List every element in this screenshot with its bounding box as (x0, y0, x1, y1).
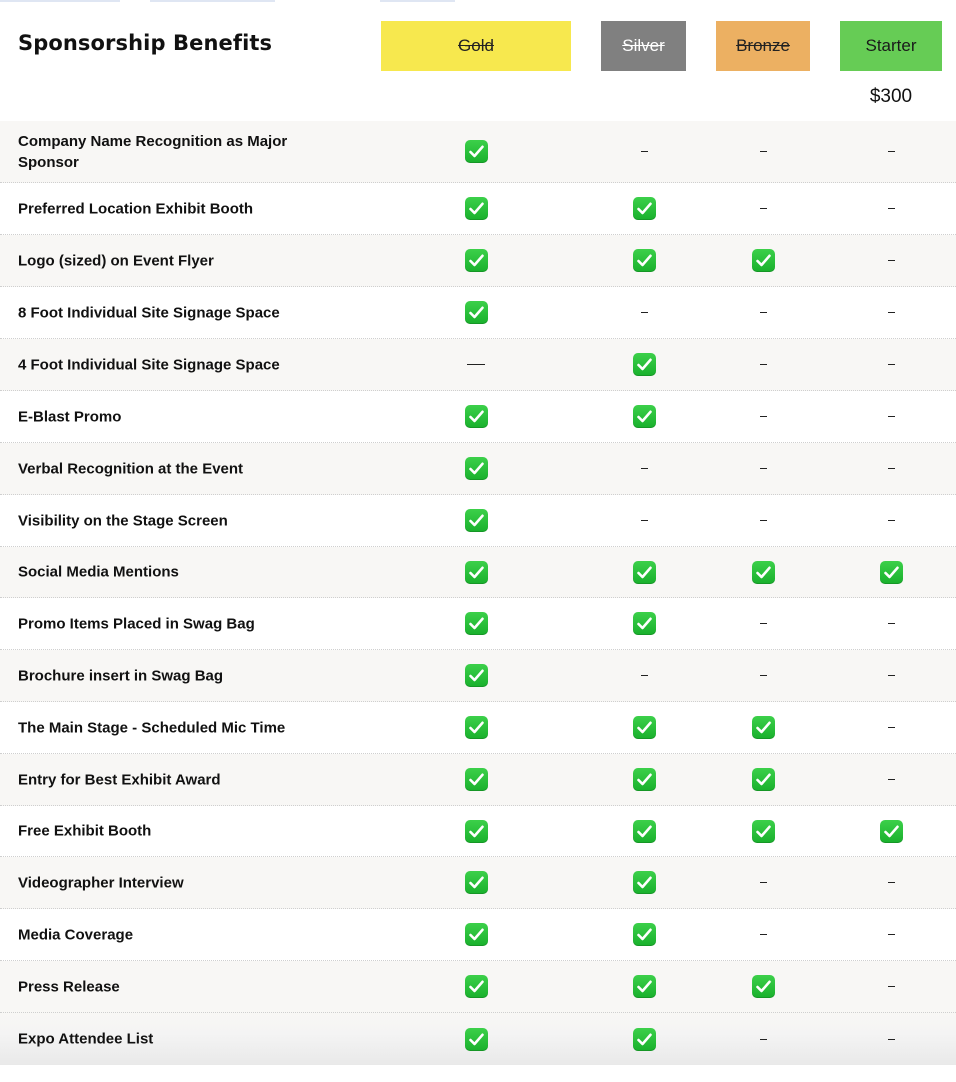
tier-cell (851, 961, 931, 1012)
tier-silver-button[interactable] (601, 21, 686, 71)
tier-cell (436, 857, 516, 908)
check-mark-icon (465, 561, 488, 584)
tier-cell (723, 391, 803, 442)
benefit-label: Company Name Recognition as Major Sponsor (18, 132, 288, 171)
tier-cell (723, 702, 803, 753)
check-mark-icon (465, 664, 488, 687)
check-mark-icon (465, 301, 488, 324)
benefit-label: Logo (sized) on Event Flyer (18, 252, 214, 269)
tier-cell (604, 121, 684, 182)
tier-cell (436, 495, 516, 546)
check-mark-icon (752, 820, 775, 843)
tier-cell (723, 235, 803, 286)
tier-cell (723, 598, 803, 649)
check-mark-icon (633, 353, 656, 376)
tier-cell (436, 598, 516, 649)
table-row (0, 754, 956, 806)
tier-bronze-button[interactable] (716, 21, 810, 71)
check-mark-icon (465, 923, 488, 946)
table-row (0, 183, 956, 235)
tier-cell (436, 806, 516, 856)
benefit-label: Preferred Location Exhibit Booth (18, 200, 254, 217)
tier-cell (436, 183, 516, 234)
check-mark-icon (465, 405, 488, 428)
table-row (0, 598, 956, 650)
dash-icon (641, 151, 648, 152)
dash-icon (888, 934, 895, 935)
table-row (0, 857, 956, 909)
check-mark-icon (752, 768, 775, 791)
check-mark-icon (880, 561, 903, 584)
tier-cell (436, 702, 516, 753)
benefit-label: Media Coverage (18, 926, 134, 943)
dash-icon (888, 260, 895, 261)
tier-cell (723, 121, 803, 182)
tier-cell (604, 650, 684, 701)
tier-cell (723, 495, 803, 546)
table-row (0, 650, 956, 702)
dash-icon (760, 882, 767, 883)
tier-cell (436, 754, 516, 805)
dash-icon (760, 468, 767, 469)
tier-cell (604, 547, 684, 597)
dash-icon (888, 727, 895, 728)
dash-icon (888, 520, 895, 521)
dash-icon (888, 675, 895, 676)
tier-cell (436, 909, 516, 960)
tier-cell (436, 235, 516, 286)
dash-icon (467, 364, 485, 365)
check-mark-icon (465, 768, 488, 791)
tier-cell (604, 961, 684, 1012)
dash-icon (760, 675, 767, 676)
check-mark-icon (465, 140, 488, 163)
table-row (0, 547, 956, 598)
dash-icon (888, 312, 895, 313)
tier-cell (604, 1013, 684, 1065)
check-mark-icon (465, 1028, 488, 1051)
tier-cell (436, 961, 516, 1012)
benefit-label: Brochure insert in Swag Bag (18, 667, 224, 684)
benefit-label: Videographer Interview (18, 874, 184, 891)
check-mark-icon (465, 716, 488, 739)
benefit-label: Social Media Mentions (18, 563, 179, 581)
tier-cell (723, 287, 803, 338)
tier-cell (604, 857, 684, 908)
tier-cell (851, 183, 931, 234)
check-mark-icon (633, 820, 656, 843)
dash-icon (760, 364, 767, 365)
dash-icon (888, 1039, 895, 1040)
tier-cell (851, 287, 931, 338)
dash-icon (888, 151, 895, 152)
tier-cell (436, 287, 516, 338)
tier-bronze-label: Bronze (736, 36, 790, 55)
tier-cell (851, 857, 931, 908)
tier-cell (436, 121, 516, 182)
table-row (0, 339, 956, 391)
check-mark-icon (633, 405, 656, 428)
check-mark-icon (633, 612, 656, 635)
dash-icon (888, 364, 895, 365)
benefit-label: 4 Foot Individual Site Signage Space (18, 356, 280, 373)
starter-price: $300 (869, 86, 913, 107)
check-mark-icon (752, 975, 775, 998)
check-mark-icon (465, 871, 488, 894)
table-row (0, 702, 956, 754)
tier-cell (723, 806, 803, 856)
tier-cell (723, 857, 803, 908)
check-mark-icon (465, 612, 488, 635)
tier-cell (436, 443, 516, 494)
check-mark-icon (752, 561, 775, 584)
tier-cell (604, 598, 684, 649)
check-mark-icon (465, 820, 488, 843)
dash-icon (888, 882, 895, 883)
tier-cell (851, 650, 931, 701)
table-row (0, 961, 956, 1013)
check-mark-icon (465, 197, 488, 220)
dash-icon (760, 416, 767, 417)
dash-icon (888, 779, 895, 780)
dash-icon (888, 208, 895, 209)
check-mark-icon (633, 561, 656, 584)
table-header (0, 0, 956, 121)
tier-cell (436, 650, 516, 701)
dash-icon (888, 468, 895, 469)
tier-cell (604, 495, 684, 546)
tier-cell (604, 806, 684, 856)
check-mark-icon (633, 768, 656, 791)
benefit-label: The Main Stage - Scheduled Mic Time (18, 719, 286, 736)
tier-cell (436, 547, 516, 597)
check-mark-icon (752, 249, 775, 272)
tier-cell (723, 961, 803, 1012)
dash-icon (641, 468, 648, 469)
table-row (0, 121, 956, 183)
dash-icon (760, 1039, 767, 1040)
tier-starter-label: Starter (865, 36, 917, 55)
benefit-label: Expo Attendee List (18, 1030, 154, 1048)
tier-cell (604, 754, 684, 805)
check-mark-icon (465, 509, 488, 532)
tier-cell (723, 547, 803, 597)
table-row (0, 806, 956, 857)
dash-icon (760, 623, 767, 624)
dash-icon (760, 312, 767, 313)
tier-cell (723, 754, 803, 805)
dash-icon (888, 986, 895, 987)
tier-cell (851, 495, 931, 546)
tier-cell (723, 339, 803, 390)
benefit-label: 8 Foot Individual Site Signage Space (18, 304, 280, 321)
benefit-label: E-Blast Promo (18, 408, 122, 425)
tier-cell (436, 1013, 516, 1065)
check-mark-icon (633, 975, 656, 998)
tier-gold-button[interactable] (381, 21, 571, 71)
table-row (0, 287, 956, 339)
tier-cell (851, 391, 931, 442)
tier-cell (436, 339, 516, 390)
tier-starter-button[interactable] (840, 21, 942, 71)
check-mark-icon (465, 975, 488, 998)
benefit-label: Entry for Best Exhibit Award (18, 771, 221, 788)
tier-gold-label: Gold (458, 36, 494, 55)
dash-icon (760, 151, 767, 152)
check-mark-icon (633, 197, 656, 220)
table-row (0, 909, 956, 961)
benefit-label: Promo Items Placed in Swag Bag (18, 615, 255, 632)
tier-cell (723, 909, 803, 960)
page-title: Sponsorship Benefits (18, 31, 273, 55)
benefit-label: Free Exhibit Booth (18, 822, 152, 840)
dash-icon (760, 208, 767, 209)
check-mark-icon (633, 716, 656, 739)
tier-cell (604, 235, 684, 286)
dash-icon (641, 675, 648, 676)
benefit-label: Press Release (18, 978, 120, 995)
check-mark-icon (880, 820, 903, 843)
dash-icon (641, 520, 648, 521)
tier-cell (851, 1013, 931, 1065)
table-row (0, 391, 956, 443)
tier-cell (851, 806, 931, 856)
check-mark-icon (633, 249, 656, 272)
check-mark-icon (633, 1028, 656, 1051)
check-mark-icon (465, 457, 488, 480)
tier-cell (723, 183, 803, 234)
table-row (0, 495, 956, 547)
tier-cell (851, 121, 931, 182)
tier-cell (604, 339, 684, 390)
benefit-label: Visibility on the Stage Screen (18, 512, 228, 529)
table-row (0, 443, 956, 495)
tier-cell (851, 443, 931, 494)
tier-cell (851, 547, 931, 597)
tier-silver-label: Silver (622, 36, 665, 55)
tier-cell (851, 754, 931, 805)
check-mark-icon (752, 716, 775, 739)
dash-icon (760, 520, 767, 521)
dash-icon (760, 934, 767, 935)
table-row (0, 1013, 956, 1065)
dash-icon (641, 312, 648, 313)
tier-cell (851, 598, 931, 649)
tier-cell (604, 702, 684, 753)
check-mark-icon (465, 249, 488, 272)
tier-cell (436, 391, 516, 442)
tier-cell (604, 909, 684, 960)
tier-cell (723, 443, 803, 494)
tier-cell (604, 443, 684, 494)
check-mark-icon (633, 871, 656, 894)
tier-cell (851, 909, 931, 960)
tier-cell (851, 235, 931, 286)
dash-icon (888, 416, 895, 417)
tier-cell (851, 339, 931, 390)
tier-cell (723, 1013, 803, 1065)
check-mark-icon (633, 923, 656, 946)
tier-cell (604, 287, 684, 338)
dash-icon (888, 623, 895, 624)
table-row (0, 235, 956, 287)
tier-cell (723, 650, 803, 701)
tier-cell (851, 702, 931, 753)
benefit-label: Verbal Recognition at the Event (18, 460, 244, 477)
tier-cell (604, 391, 684, 442)
tier-cell (604, 183, 684, 234)
